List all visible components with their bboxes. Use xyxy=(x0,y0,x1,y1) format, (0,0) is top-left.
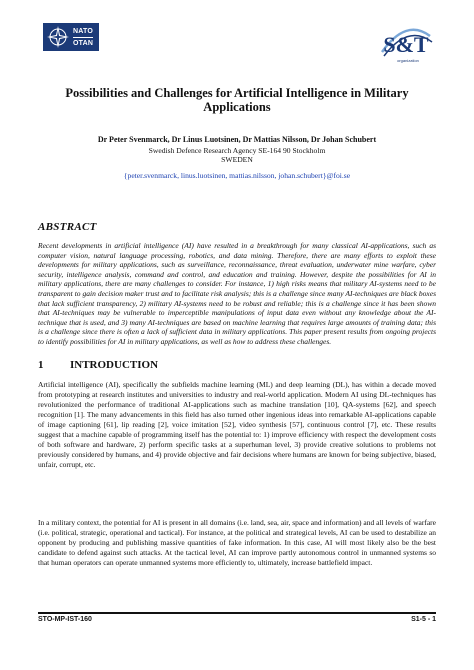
paper-title: Possibilities and Challenges for Artificial Intelligence in Military Applications xyxy=(65,86,409,114)
section-title: INTRODUCTION xyxy=(70,359,159,371)
otan-label: OTAN xyxy=(73,37,93,49)
page-header xyxy=(0,0,474,63)
footer-page-number: S1-5 - 1 xyxy=(411,616,436,623)
author-list: Dr Peter Svenmarck, Dr Linus Luotsinen, Dr Mattias Nilsson, Dr Johan Schubert xyxy=(97,135,377,144)
author-emails: {peter.svenmarck, linus.luotsinen, mattias.nilsson, johan.schubert}@foi.se xyxy=(123,171,351,180)
intro-paragraph-1: Artificial intelligence (AI), specifically the subfields machine learning (ML) and deep learning (DL), has within a decade moved from prototyping at research institutes and universities to industry and real-world application. Modern AI using DL-techniques has revolutionized the performance of traditional AI-applications such as machine translation [10], QA-systems [62], and speech recognition [1]. The many advancements in this field has also turned other ingenious ideas into remarkable AI-applications capable of image captioning [61], lip reading [2], voice imitation [52], video synthesis [57], continuous control [7], etc. These results suggest that a machine capable of programming itself has the potential to: 1) improve efficiency with respect the development costs of both software and hardware, 2) perform specific tasks at a superhuman level, 3) provide creative solutions to problems not previously considered by humans, and 4) provide objective and fair decisions where humans are known for being subjective, biased, unfair, corrupt, etc. xyxy=(38,380,436,469)
st-organization-logo xyxy=(378,16,434,60)
section-number: 1 xyxy=(38,359,44,371)
st-logo-subtext: organization xyxy=(397,58,419,63)
abstract-heading: ABSTRACT xyxy=(38,221,97,233)
nato-otan-logo xyxy=(43,23,99,51)
nato-compass-star-icon xyxy=(46,25,70,49)
nato-label: NATO xyxy=(73,27,93,35)
footer-rule xyxy=(38,612,436,614)
footer-document-id: STO-MP-IST-160 xyxy=(38,616,92,623)
affiliation-country: SWEDEN xyxy=(221,155,253,164)
affiliation-address: Swedish Defence Research Agency SE-164 90 Stockholm xyxy=(148,146,326,155)
section-heading xyxy=(38,359,158,371)
st-logo-text: S&T xyxy=(383,32,429,57)
intro-paragraph-2: In a military context, the potential for AI is present in all domains (i.e. land, sea, air, space and information) and all levels of warfare (i.e. political, strategic, operational and tactical). For instance, at the political and strategical levels, AI can be used to destabilize an opponent by producing and publishing massive quantities of fake information. In this case, AI will most likely also be the best candidate to defend against such attacks. At the tactical level, AI can improve partly autonomous control in unmanned systems so that human operators can operate unmanned systems more efficiently to, ultimately, increase battlefield impact. xyxy=(38,518,436,567)
abstract-body: Recent developments in artificial intelligence (AI) have resulted in a breakthrough for many classical AI-applications, such as computer vision, natural language processing, robotics, and data mining. Therefore, there are many efforts to exploit these developments for military applications, such as surveillance, reconnaissance, threat evaluation, underwater mine warfare, cyber security, intelligence analysis, command and control, and education and training. However, despite the possibilities for AI in military applications, there are many challenges to consider. For instance, 1) high risks means that military AI-systems need to be transparent to gain decision maker trust and to facilitate risk analysis; this is a challenge since many AI-techniques are black boxes that lack sufficient transparency, 2) military AI-systems need to be robust and reliable; this is a challenge since it has been shown that AI-techniques may be vulnerable to imperceptible manipulations of input data even without any knowledge about the AI-technique that is used, and 3) many AI-techniques are based on machine learning that requires large amounts of training data; this is a challenge since there is often a lack of sufficient data in military applications. This paper present results from ongoing projects to identify possibilities for AI in military applications, as well as how to address these challenges. xyxy=(38,241,436,346)
